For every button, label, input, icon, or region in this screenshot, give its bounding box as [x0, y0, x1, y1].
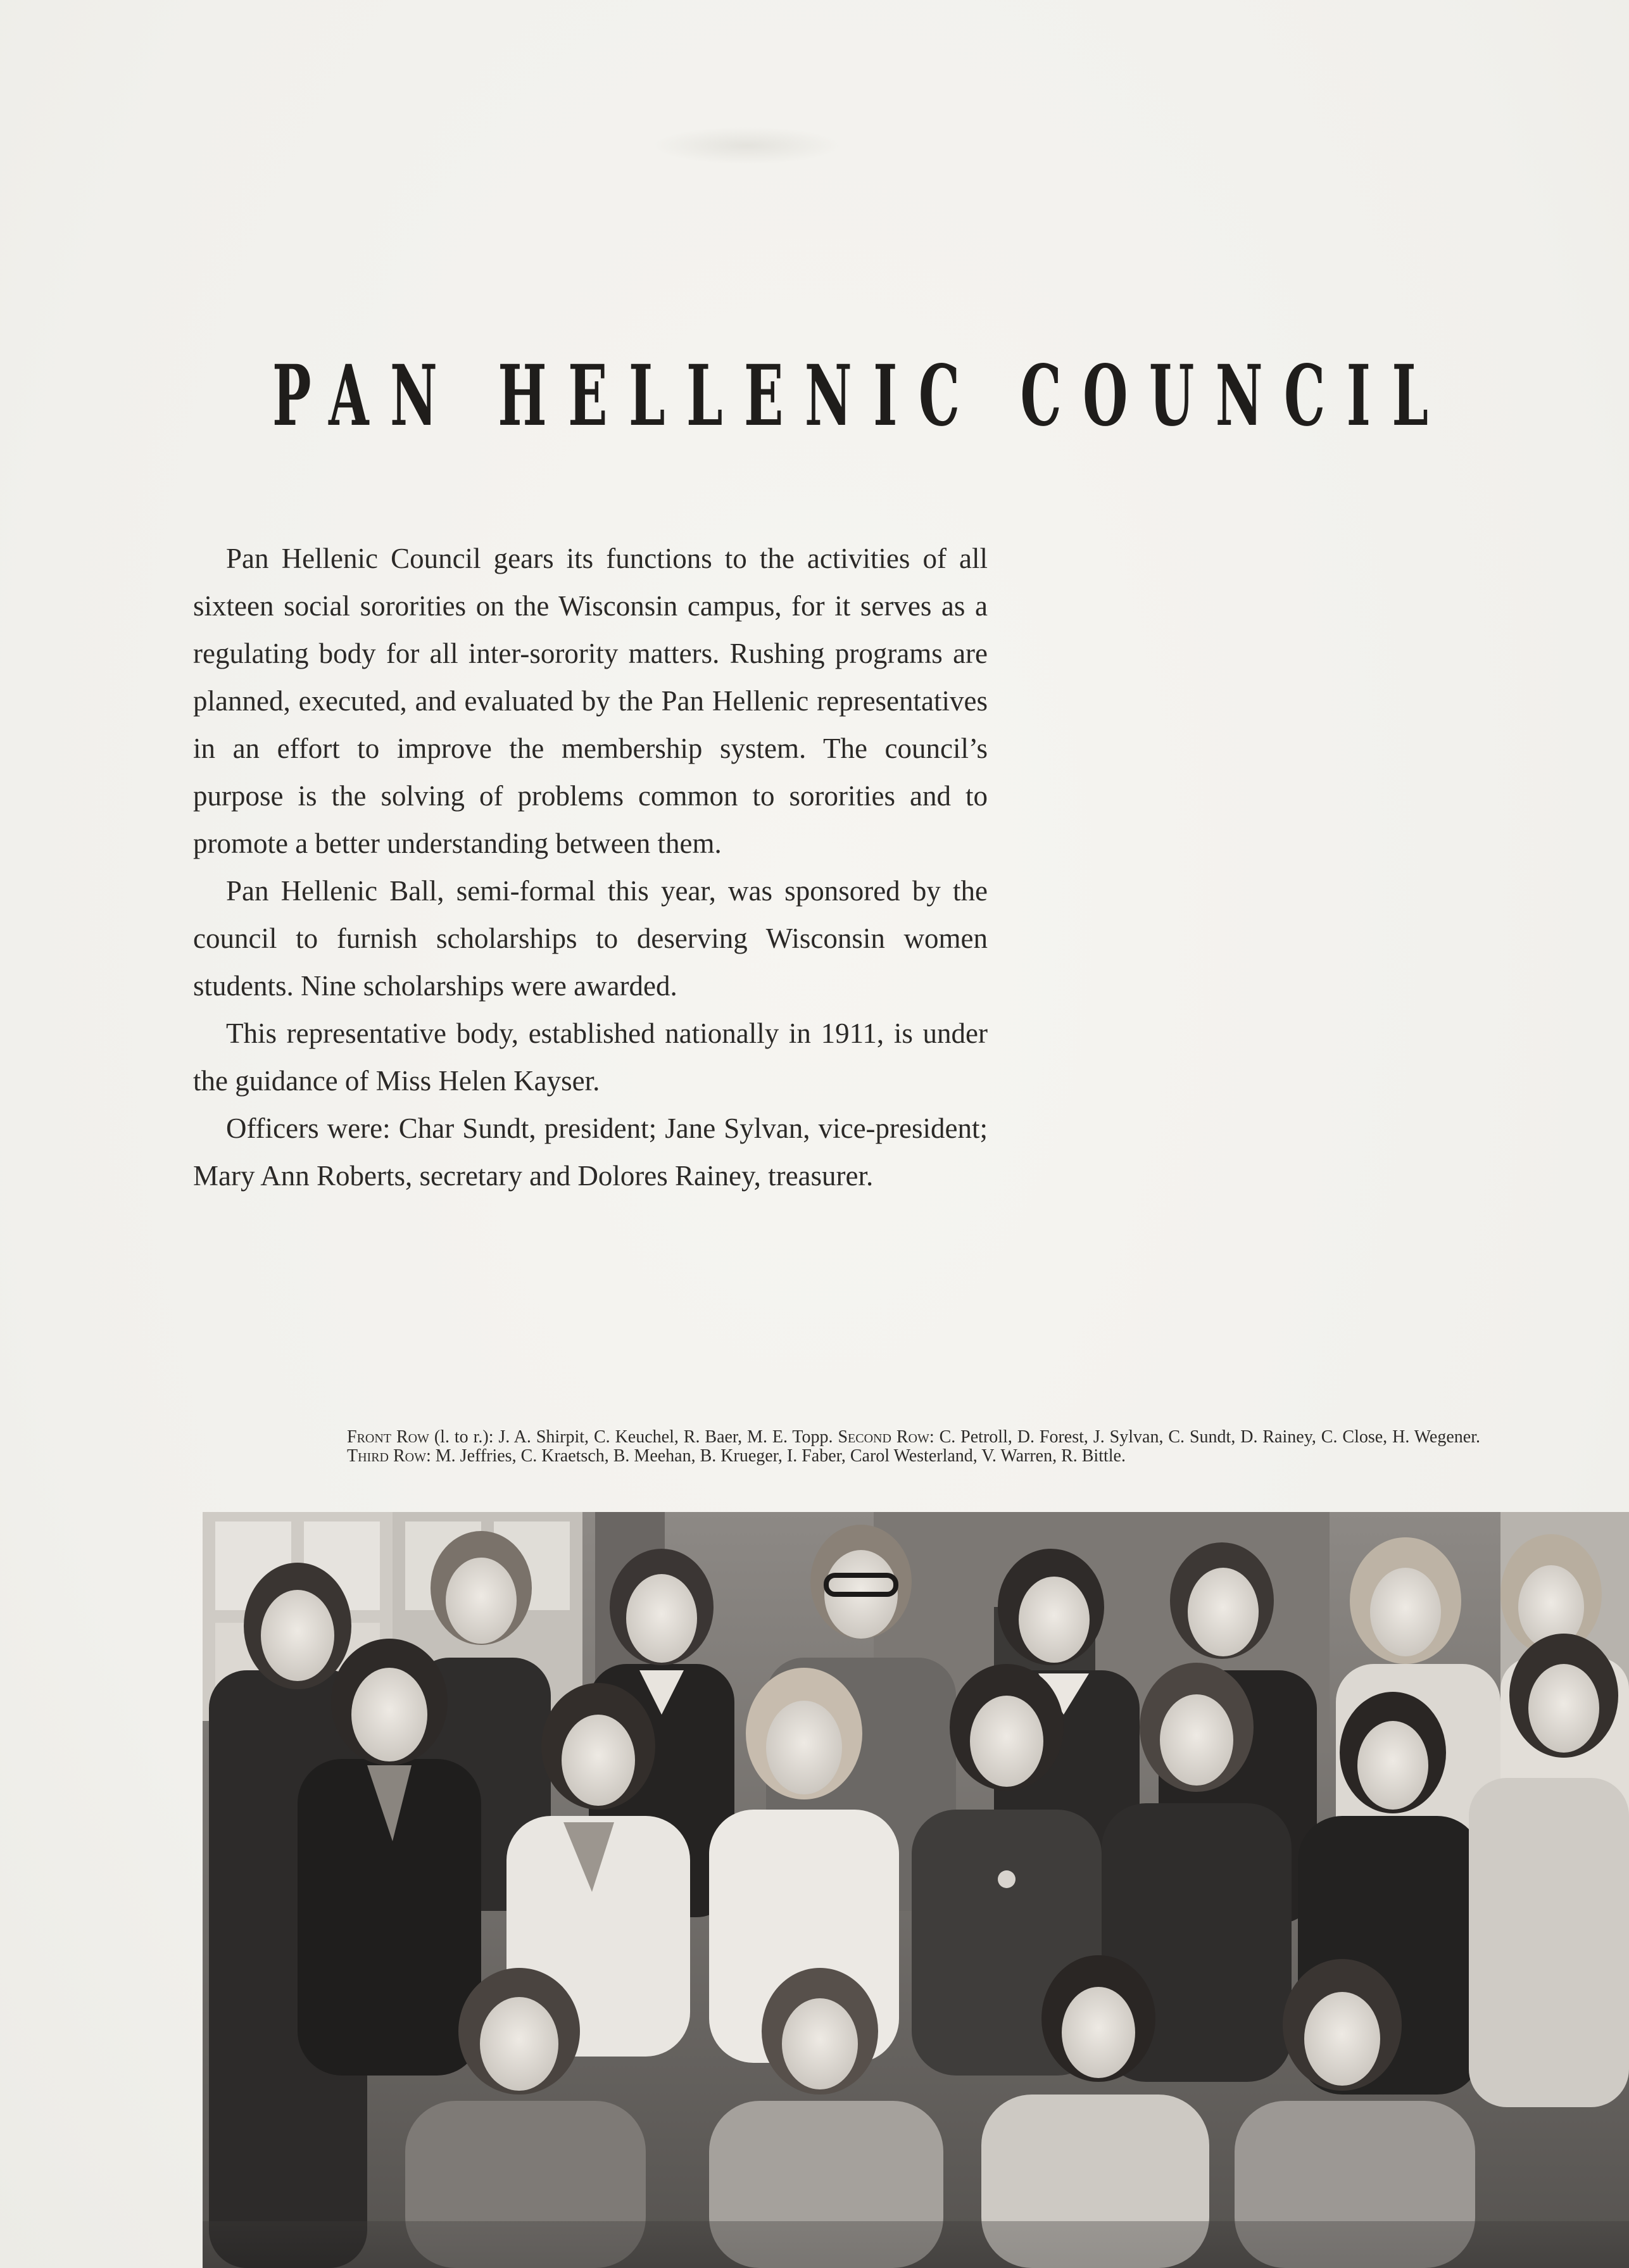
page-title: PAN HELLENIC COUNCIL [272, 347, 1450, 445]
group-photo [203, 1512, 1629, 2268]
paragraph-1: Pan Hellenic Council gears its functions to the activities of all sixteen social sororities on the Wisconsin campus, for it serves as a regulating body for all inter-sorority matters. Rushing programs are planned, executed, and evaluated by the Pan Hellenic representatives in an effort to improve the membership system. The council’s purpose is the solving of problems common to sororities and to promote a better understanding between them. [193, 543, 988, 859]
faint-print-mark [652, 127, 842, 165]
paragraph-3: This representative body, established nationally in 1911, is under the guidance of Miss Helen Kayser. [193, 1017, 988, 1097]
caption-second-names: : C. Petroll, D. Forest, J. Sylvan, C. Sundt, D. Rainey, C. Close, H. Wegener. [929, 1427, 1480, 1447]
paragraph-2: Pan Hellenic Ball, semi-formal this year, was sponsored by the council to furnish scholarships to deserving Wisconsin women students. Nine scholarships were awarded. [193, 875, 988, 1002]
photo-caption [347, 1428, 1480, 1466]
caption-second-label: Second Row [838, 1427, 929, 1447]
caption-front-label: Front Row [347, 1427, 429, 1447]
caption-front-names: (l. to r.): J. A. Shirpit, C. Keuchel, R. Baer, M. E. Topp. [429, 1427, 838, 1447]
group-photo-illustration [203, 1512, 1629, 2268]
paragraph-4: Officers were: Char Sundt, president; Jane Sylvan, vice-president; Mary Ann Roberts, secretary and Dolores Rainey, treasurer. [193, 1112, 988, 1192]
caption-third-label: Third Row [347, 1446, 426, 1466]
body-text [193, 535, 988, 1200]
caption-third-names: : M. Jeffries, C. Kraetsch, B. Meehan, B. Krueger, I. Faber, Carol Westerland, V. Warren, R. Bittle. [426, 1446, 1126, 1466]
